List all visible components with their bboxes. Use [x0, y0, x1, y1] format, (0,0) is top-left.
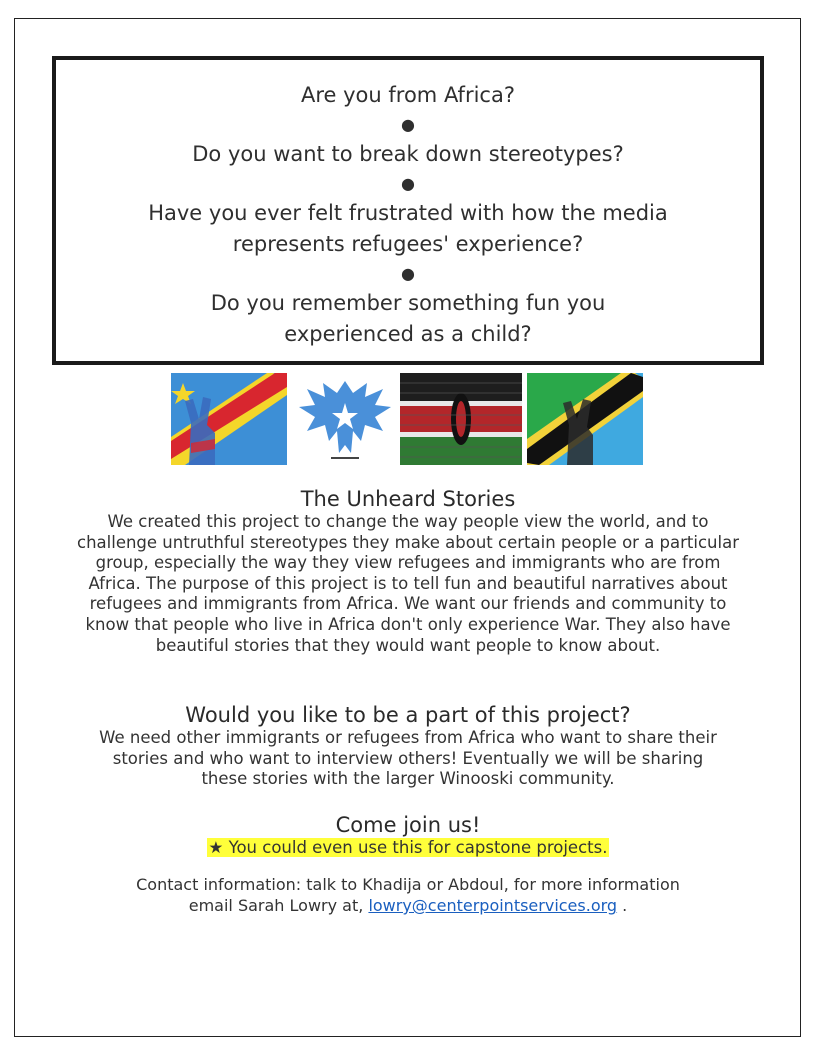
drc-flag-peace-hand-image	[171, 373, 287, 465]
question-media: Have you ever felt frustrated with how the media represents refugees' experience?	[148, 201, 668, 256]
flag-images-row	[171, 373, 643, 465]
bullet-dot: ●	[401, 115, 415, 134]
cta-section	[60, 812, 756, 859]
kenya-flag-brick-wall-image	[400, 373, 522, 465]
cta-title: Come join us!	[335, 813, 481, 837]
question-childhood: Do you remember something fun you experienced as a child?	[210, 291, 606, 346]
contact-email-link[interactable]: lowry@centerpointservices.org	[368, 896, 618, 915]
tanzania-flag-peace-hand-image	[527, 373, 643, 465]
bullet-dot: ●	[401, 264, 415, 283]
question-africa: Are you from Africa?	[301, 83, 515, 107]
about-title: The Unheard Stories	[300, 487, 516, 511]
join-project-title: Would you like to be a part of this project?	[185, 703, 631, 727]
contact-email-prefix: email Sarah Lowry at,	[188, 896, 364, 915]
questions-box	[52, 56, 764, 365]
contact-line-1: Contact information: talk to Khadija or Abdoul, for more information	[136, 875, 680, 894]
about-body: We created this project to change the way people view the world, and to challenge untruthful stereotypes they make about certain people or a particular group, especially the way they view refugees and immigrants who are from Africa. The purpose of this project is to tell fun and beautiful narratives about refugees and immigrants from Africa. We want our friends and community to know that people who live in Africa don't only experience War. They also have beautiful stories that they would want people to know about.	[77, 512, 739, 655]
bullet-dot: ●	[401, 174, 415, 193]
contact-line-2	[60, 895, 756, 916]
join-project-body: We need other immigrants or refugees from Africa who want to share their stories and who want to interview others! Eventually we will be sharing these stories with the larger Winooski community.	[99, 728, 717, 789]
capstone-highlight: ★ You could even use this for capstone projects.	[208, 838, 608, 857]
contact-section	[60, 874, 756, 916]
join-project-section	[60, 702, 756, 790]
about-section	[60, 486, 756, 656]
blue-eagle-emblem-image	[295, 373, 395, 465]
question-stereotypes: Do you want to break down stereotypes?	[192, 142, 624, 166]
contact-period: .	[622, 896, 628, 915]
